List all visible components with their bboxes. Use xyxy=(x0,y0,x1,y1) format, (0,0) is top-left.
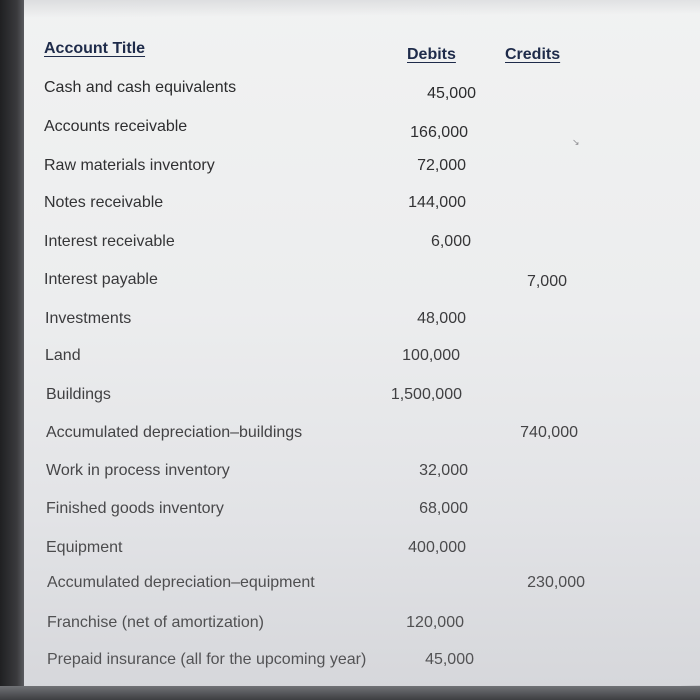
table-row xyxy=(0,194,700,218)
account-name: Cash and cash equivalents xyxy=(44,79,237,96)
table-row xyxy=(0,500,700,524)
table-row xyxy=(0,424,700,448)
debit-amount: 100,000 xyxy=(402,347,460,364)
credits-header: Credits xyxy=(505,46,561,63)
debit-amount: 400,000 xyxy=(408,539,466,556)
table-row xyxy=(0,386,700,410)
table-row xyxy=(0,271,700,295)
credit-amount: 740,000 xyxy=(520,424,578,441)
debit-amount: 1,500,000 xyxy=(390,386,462,403)
debit-amount: 72,000 xyxy=(417,157,466,174)
table-row xyxy=(0,574,700,598)
account-name: Buildings xyxy=(46,386,111,403)
table-row xyxy=(0,157,700,181)
account-name: Interest payable xyxy=(44,271,158,288)
account-name: Franchise (net of amortization) xyxy=(47,614,264,631)
debit-amount: 120,000 xyxy=(406,614,464,631)
debits-header: Debits xyxy=(407,46,456,63)
account-name: Work in process inventory xyxy=(46,462,230,479)
debit-amount: 6,000 xyxy=(430,233,471,250)
debit-amount: 45,000 xyxy=(427,85,476,102)
account-name: Finished goods inventory xyxy=(46,500,224,517)
table-row xyxy=(0,79,700,103)
account-name: Investments xyxy=(45,310,132,327)
debit-amount: 32,000 xyxy=(419,462,468,479)
table-row xyxy=(0,651,700,675)
debit-amount: 45,000 xyxy=(425,651,474,668)
account-name: Accumulated depreciation–buildings xyxy=(46,424,303,441)
table-row xyxy=(0,462,700,486)
stray-mark-icon: ↘ xyxy=(572,137,580,147)
table-row xyxy=(0,347,700,371)
table-row xyxy=(0,233,700,257)
debit-amount: 68,000 xyxy=(419,500,468,517)
account-name: Accumulated depreciation–equipment xyxy=(47,574,315,591)
account-name: Raw materials inventory xyxy=(44,157,215,174)
account-name: Equipment xyxy=(46,539,123,556)
account-title-header: Account Title xyxy=(44,40,146,57)
debit-amount: 144,000 xyxy=(408,194,466,211)
account-name: Accounts receivable xyxy=(44,118,188,135)
debit-amount: 166,000 xyxy=(410,124,468,141)
credit-amount: 7,000 xyxy=(526,273,567,290)
account-name: Interest receivable xyxy=(44,233,175,250)
table-row xyxy=(0,118,700,142)
table-row xyxy=(0,539,700,563)
table-row xyxy=(0,614,700,638)
account-name: Notes receivable xyxy=(44,194,164,211)
debit-amount: 48,000 xyxy=(417,310,466,327)
table-row xyxy=(0,310,700,334)
credit-amount: 230,000 xyxy=(527,574,585,591)
account-name: Land xyxy=(45,347,81,364)
account-name: Prepaid insurance (all for the upcoming year) xyxy=(47,651,367,668)
